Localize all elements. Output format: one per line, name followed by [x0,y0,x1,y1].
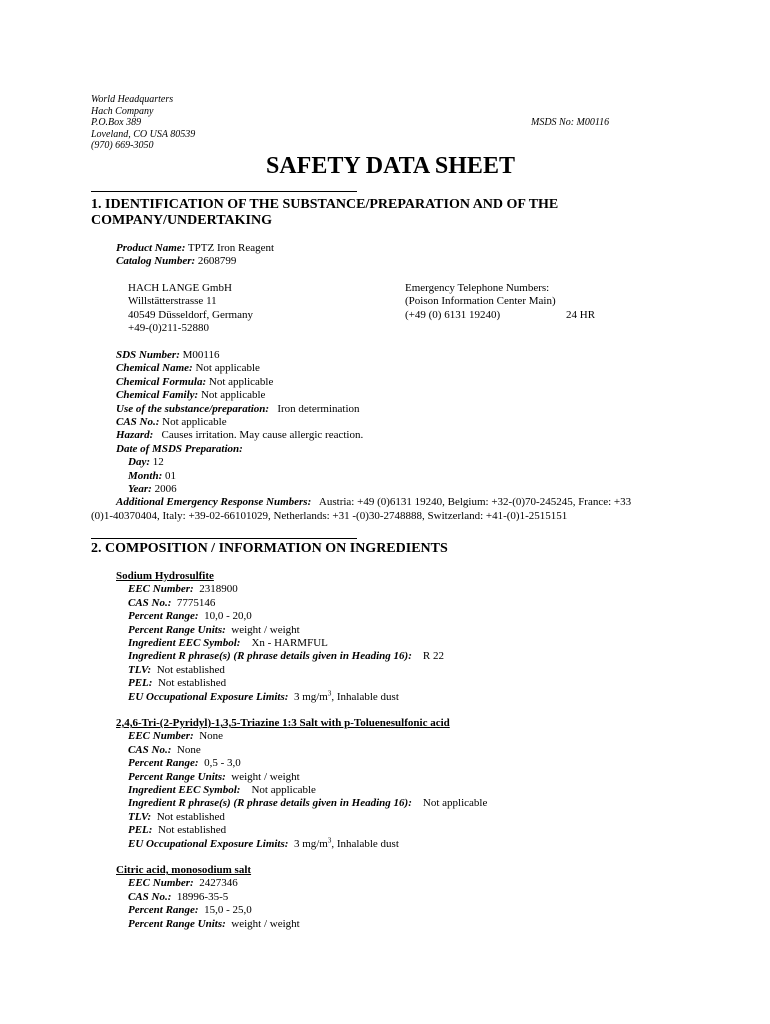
field-value: 2006 [154,483,177,496]
field-label: Percent Range: [128,610,199,623]
field-value: Not established [156,810,225,823]
field-value: 3 mg/m [293,837,328,850]
chemical-name-row [116,362,631,375]
field-value: 0,5 - 3,0 [204,757,241,770]
sds-number-row [116,349,631,362]
page-title: SAFETY DATA SHEET [266,153,515,179]
catalog-number-value: 2608799 [197,255,237,268]
product-info [116,242,274,269]
company-address [91,94,195,152]
section-1-heading [91,197,558,229]
field-label: Percent Range: [128,904,199,917]
field-label: Chemical Family: [116,389,199,402]
field-value: Not applicable [195,362,260,375]
field-value: Not applicable [422,797,488,810]
day-row [116,456,631,469]
ingredient-name: 2,4,6-Tri-(2-Pyridyl)-1,3,5-Triazine 1:3 Salt with p-Toluenesulfonic acid [116,717,450,729]
field-label: CAS No.: [128,890,172,903]
superscript: 3 [327,689,332,697]
ingredient-field [128,797,487,810]
emergency-line: Emergency Telephone Numbers: [405,282,550,294]
ingredient-fields [116,877,300,931]
product-name-value: TPTZ Iron Reagent [187,242,275,254]
cas-row [116,416,631,429]
field-value: 2427346 [199,877,238,890]
field-value: Not applicable [162,416,227,429]
company-line: 40549 Düsseldorf, Germany [128,308,253,321]
field-label: Percent Range Units: [128,917,226,930]
ingredient-field [128,624,444,637]
field-value: Xn - HARMFUL [251,637,328,650]
section-1-heading-line: 1. IDENTIFICATION OF THE SUBSTANCE/PREPARATION AND OF THE [91,197,559,212]
field-label: Ingredient EEC Symbol: [128,637,241,650]
ingredient-fields [116,730,487,851]
field-value: weight / weight [231,917,300,930]
chemical-family-row [116,389,631,402]
field-label: Percent Range Units: [128,623,226,636]
field-value: weight / weight [231,770,300,783]
catalog-number-label: Catalog Number: [116,255,196,268]
field-value: M00116 [182,349,220,361]
date-label: Date of MSDS Preparation: [116,442,243,455]
field-value: Causes irritation. May cause allergic reaction. [161,429,364,442]
field-value: R 22 [422,650,444,663]
field-value: 2318900 [199,583,238,596]
field-label: Month: [128,469,163,482]
ingredient-field [128,650,444,663]
field-label: Hazard: [116,429,154,442]
field-label: Chemical Formula: [116,375,207,388]
field-label: EEC Number: [128,877,194,890]
field-value: 15,0 - 25,0 [204,904,252,917]
field-label: PEL: [128,824,153,837]
field-label: TLV: [128,810,152,823]
field-value: , Inhalable dust [331,837,399,850]
company-line: HACH LANGE GmbH [128,282,232,294]
field-label: TLV: [128,663,152,676]
field-value: Austria: +49 (0)6131 19240, Belgium: +32-(0)70-245245, France: +33 [318,496,632,509]
address-line: World Headquarters [91,94,174,105]
field-label: Chemical Name: [116,362,193,375]
field-label: PEL: [128,677,153,690]
field-label: CAS No.: [128,743,172,756]
section-divider [91,538,357,539]
ingredient-field [128,730,487,743]
section-1-heading-line: COMPANY/UNDERTAKING [91,213,272,228]
ingredient-field [128,918,300,931]
field-label: Use of the substance/preparation: [116,402,270,415]
ingredient-field [128,744,487,757]
emergency-block [405,282,556,322]
ingredient-field [128,877,300,890]
emergency-line: (Poison Information Center Main) [405,295,556,308]
field-label: EU Occupational Exposure Limits: [128,837,289,850]
ingredient-block [116,570,444,704]
field-value: 01 [165,469,176,482]
ingredient-field [128,757,487,770]
section-divider [91,191,357,192]
ingredient-field [128,784,487,797]
field-value: Not established [156,663,225,676]
additional-numbers-row [116,496,631,509]
address-line: (970) 669-3050 [91,140,154,151]
company-block [128,282,253,336]
field-label: Additional Emergency Response Numbers: [116,496,312,509]
ingredient-field [128,664,444,677]
field-label: Percent Range Units: [128,770,226,783]
field-value: 18996-35-5 [176,890,229,903]
ingredient-field [128,677,444,690]
additional-numbers-continued: (0)1-40370404, Italy: +39-02-66101029, Netherlands: +31 -(0)30-2748888, Switzerland: +41-(0)1-2515151 [91,509,568,522]
field-label: Year: [128,483,152,496]
product-name-label: Product Name: [116,242,186,254]
ingredient-name: Citric acid, monosodium salt [116,864,252,876]
ingredient-name: Sodium Hydrosulfite [116,570,214,582]
field-label: CAS No.: [128,596,172,609]
field-value: None [176,743,201,756]
ingredient-field [128,904,300,917]
ingredient-field [128,610,444,623]
field-label: EEC Number: [128,583,194,596]
ingredient-field [128,891,300,904]
product-name-row [116,242,274,255]
ingredient-field [128,811,487,824]
section-2-heading: 2. COMPOSITION / INFORMATION ON INGREDIENTS [91,541,448,556]
catalog-number-row [116,255,274,268]
field-label: SDS Number: [116,349,180,361]
year-row [116,483,631,496]
field-label: Ingredient R phrase(s) (R phrase details given in Heading 16): [128,797,412,810]
chemical-formula-row [116,376,631,389]
address-line: P.O.Box 389 [91,117,142,128]
field-value: Not applicable [208,375,274,388]
field-label: Day: [128,456,150,469]
field-value: , Inhalable dust [331,690,399,703]
field-label: Ingredient R phrase(s) (R phrase details given in Heading 16): [128,650,412,663]
ingredient-block [116,717,487,851]
field-value: 3 mg/m [293,690,328,703]
msds-number: MSDS No: M00116 [531,117,610,128]
field-value: 12 [152,456,164,469]
ingredient-block [116,864,300,931]
field-value: weight / weight [231,623,300,636]
ingredient-field [128,824,487,837]
company-line: +49-(0)211-52880 [128,322,209,335]
company-line: Willstätterstrasse 11 [128,295,217,308]
field-value: 7775146 [176,596,216,609]
ingredient-field [128,691,444,704]
address-line: Loveland, CO USA 80539 [91,128,196,140]
field-label: Ingredient EEC Symbol: [128,784,241,797]
emergency-line: (+49 (0) 6131 19240) [405,308,501,321]
use-row [116,403,631,416]
ingredient-field [128,597,444,610]
field-label: Percent Range: [128,757,199,770]
field-value: Not established [157,677,227,690]
field-value: Iron determination [277,402,360,415]
month-row [116,470,631,483]
ingredient-fields [116,583,444,704]
superscript: 3 [327,836,332,844]
field-label: CAS No.: [116,416,160,429]
identification-fields [116,349,631,510]
ingredient-field [128,637,444,650]
ingredient-field [128,838,487,851]
emergency-hours: 24 HR [566,308,596,321]
address-line: Hach Company [91,105,154,117]
ingredient-field [128,771,487,784]
hazard-row [116,429,631,442]
field-value: Not applicable [200,389,266,402]
field-value: Not applicable [251,784,316,797]
field-value: Not established [157,824,227,837]
ingredient-field [128,583,444,596]
field-label: EEC Number: [128,730,194,743]
field-value: 10,0 - 20,0 [204,610,252,623]
field-value: None [199,730,224,743]
field-label: EU Occupational Exposure Limits: [128,690,289,703]
